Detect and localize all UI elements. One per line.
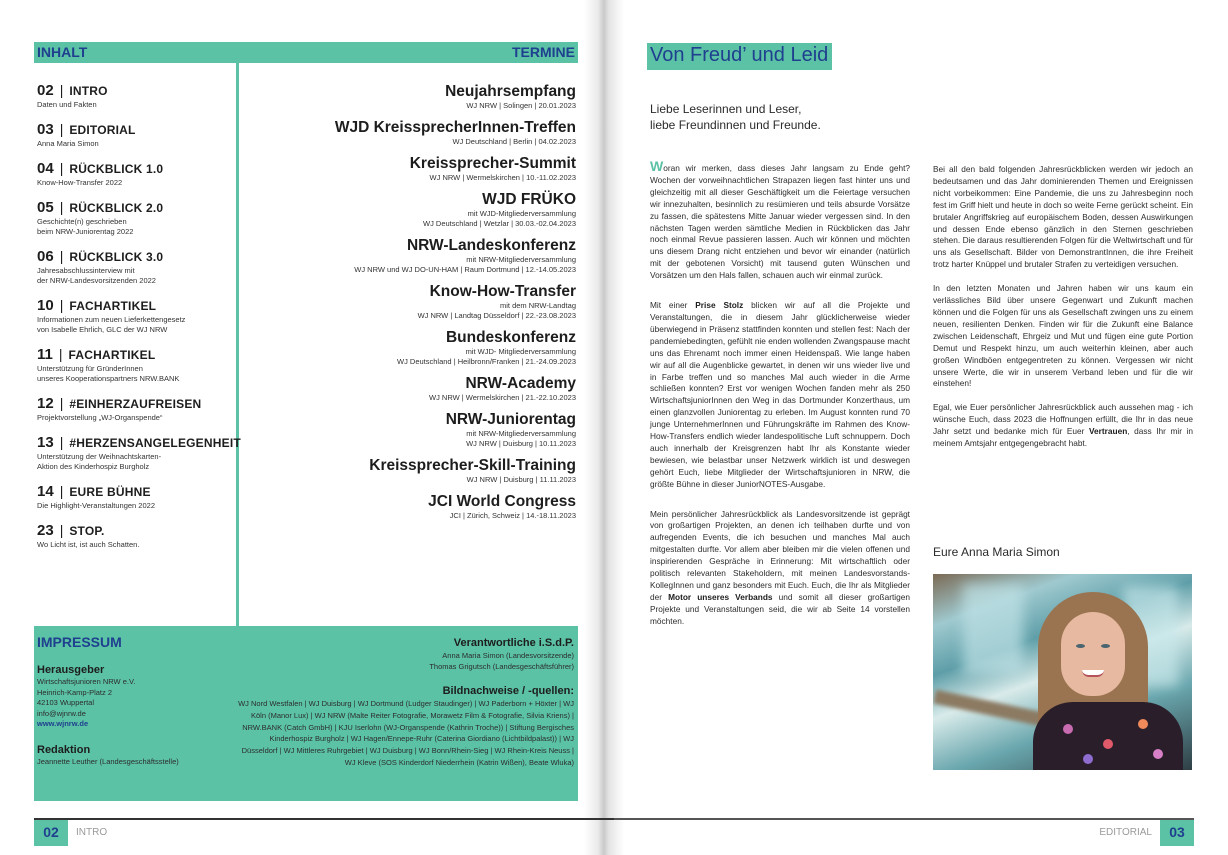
event-item (244, 118, 576, 147)
toc-subtitle: Daten und Fakten (37, 100, 97, 109)
toc-subtitle: Unterstützung der Weihnachtskarten- Aktion des Kinderhospiz Burgholz (37, 452, 162, 471)
paragraph: In den letzten Monaten und Jahren haben wir uns kaum ein verlässliches Bild über unsere Gegenwart und Zukunft machen können und die Folgen für uns als Gesellschaft zwingen uns zu einem neuen, resilienten Denken. Finden wir für die Zukunft eine Balance zwischen Leidenschaft, Ehrgeiz und Mut und fügen eine gute Portion Demut und Respekt hinzu, um auch weiterhin kleinen, aber auch großen Windböen entgegentreten zu können. Vergessen wir nicht unsere Werte, die wir in unserem Verband leben und für die wir einstehen! (933, 283, 1193, 389)
toc-item[interactable] (37, 82, 233, 110)
event-title: Kreissprecher-Summit (409, 155, 576, 172)
toc-subtitle: Geschichte(n) geschrieben beim NRW-Juniorentag 2022 (37, 217, 134, 236)
section-label-right: EDITORIAL (1099, 827, 1152, 838)
page-number-right: 03 (1160, 820, 1194, 846)
toc-title (37, 346, 233, 364)
paragraph (933, 402, 1193, 450)
toc-page-number: 11 (37, 346, 53, 363)
event-details: WJ Deutschland | Wetzlar | 30.03.-02.04.2023 (422, 219, 576, 228)
toc-page-number: 06 (37, 248, 54, 265)
website-link[interactable]: www.wjnrw.de (37, 719, 89, 728)
paragraph-text: und somit all dieser großartigen Projekte und Veranstaltungen seid, die wir ab Seite 14 vorstellen möchten. (650, 591, 910, 626)
toc-separator: | (59, 82, 64, 98)
responsible-line: Anna Maria Simon (Landesvorsitzende) (442, 651, 574, 660)
toc-separator: | (59, 434, 64, 450)
paragraph-text: oran wir merken, dass dieses Jahr langsam zu Ende geht? Wochen der vorweihnachtlichen Strapazen liegen fast hinter uns und gleichzeitig mit all dieser Geschäftigkeit um die Feiertage versuchen wir innezuhalten, besinnlich zu resümieren und teils absurde Vorsätze zu fassen, die spätestens Mitte Januar wieder vergessen sind. In den nächsten Tagen werden sämtliche Medien in Rückblicken das Jahr noch einmal Revue passieren lassen. Auch wir können und möchten uns diesem Drang nicht entziehen und bevor wir einander (natürlich mit der gebotenen Vorsicht) mit tausend guten Wünschen und Vorsätzen um den Hals fallen, schauen auch wir einmal zurück. (650, 163, 910, 281)
toc-title (37, 297, 233, 315)
event-details: JCI | Zürich, Schweiz | 14.-18.11.2023 (449, 511, 576, 520)
event-title: Neujahrsempfang (445, 83, 576, 100)
drop-cap: W (650, 158, 664, 174)
toc-label: FACHARTIKEL (68, 348, 156, 362)
toc-page-number: 04 (37, 160, 54, 177)
toc-subtitle: Informationen zum neuen Lieferkettengesetz von Isabelle Ehrlich, GLC der WJ NRW (37, 315, 186, 334)
paragraph (650, 509, 910, 628)
event-title: WJD KreissprecherInnen-Treffen (334, 119, 576, 136)
toc-separator: | (59, 199, 64, 215)
event-note: mit NRW-Mitgliederversammlung (466, 429, 576, 438)
toc-subtitle: Anna Maria Simon (37, 139, 99, 148)
event-item (244, 190, 576, 229)
event-item (244, 154, 576, 183)
toc-item[interactable] (37, 522, 233, 550)
toc-title (37, 160, 233, 178)
event-title: JCI World Congress (428, 493, 576, 510)
editorial-heading: Redaktion (37, 743, 91, 756)
toc-separator: | (59, 248, 64, 264)
toc-title (37, 483, 233, 501)
event-note: mit dem NRW-Landtag (499, 301, 576, 310)
toc-page-number: 10 (37, 297, 54, 314)
toc-subtitle: Die Highlight-Veranstaltungen 2022 (37, 501, 155, 510)
toc-title (37, 248, 233, 266)
impressum-title: IMPRESSUM (37, 634, 122, 650)
event-note: mit WJD- Mitgliederversammlung (465, 347, 576, 356)
paragraph-text: Mit einer (650, 300, 696, 311)
toc-item[interactable] (37, 395, 233, 423)
credits-text: WJ Nord Westfalen | WJ Duisburg | WJ Dortmund (Ludger Staudinger) | WJ Paderborn + Höxter | WJ Köln (Manor Lux) | WJ NRW (Malte Reiter Fotografie, Morawetz Film & Fotografie, Silvia Kriens) | NRW.BANK (Catch GmbH) | KJU Iserlohn (WJ-Organspende (Kathrin Troche)) | Stiftung Bergisches Kinderhospiz Burgholz | WJ Hagen/Ennepe-Ruhr (Caterina Giordiano (Lichtbildpalast)) | WJ Düsseldorf | WJ Mittleres Ruhrgebiet | WJ Duisburg | WJ Bonn/Rhein-Sieg | WJ Rhein-Kreis Neuss | WJ Kleve (SOS Kinderdorf Niederrhein (Katrin Wißen), Beate Wluka) (238, 699, 574, 767)
event-title: NRW-Juniorentag (445, 411, 576, 428)
editorial-line: Jeannette Leuther (Landesgeschäftsstelle) (37, 756, 179, 766)
toc-page-number: 13 (37, 434, 54, 451)
event-item (244, 282, 576, 321)
event-details: WJ NRW | Solingen | 20.01.2023 (466, 101, 576, 110)
contents-heading: INHALT (37, 44, 88, 60)
toc-item[interactable] (37, 248, 233, 286)
event-note: mit NRW-Mitgliederversammlung (466, 255, 576, 264)
event-item (244, 236, 576, 275)
page-number-left: 02 (34, 820, 68, 846)
toc-label: RÜCKBLICK 3.0 (69, 250, 164, 264)
paragraph: Bei all den bald folgenden Jahresrückblicken werden wir jedoch an bedeutsamen und das Jahr dominierenden Themen und Ereignissen nicht vorbeikommen: Eine Pandemie, die uns zu Jahresbeginn noch fest im Griff hielt und heute in doch so weite Ferne gerückt scheint. Ein brutaler Angriffskrieg auf europäischem Boden, dessen Auswirkungen und dessen Ende ebenso gänzlich in den Sternen geschrieben stehen. Die daraus resultierenden Folgen für die Weltwirtschaft und für uns als Gesellschaft. Bilder von DemonstrantInnen, die ihre Freiheit trotz harter Knüppel und brutaler Strafen zu verteidigen versuchen. (933, 164, 1193, 270)
emphasis: Prise Stolz (695, 300, 744, 311)
event-item (244, 328, 576, 367)
event-item (244, 82, 576, 111)
event-details: WJ Deutschland | Berlin | 04.02.2023 (452, 137, 576, 146)
paragraph-text: , dass Ihr mir in meinem Amtsjahr entgegengebracht habt. (933, 426, 1193, 449)
event-title: Know-How-Transfer (429, 283, 576, 300)
article-column-1 (650, 158, 911, 640)
event-item (244, 410, 576, 449)
footer-rule-right (614, 818, 1194, 820)
toc-title (37, 121, 233, 139)
toc-separator: | (59, 297, 64, 313)
event-item (244, 374, 576, 403)
event-title: Bundeskonferenz (445, 329, 576, 346)
section-label-left: INTRO (76, 827, 108, 838)
contents-header-bar (34, 42, 578, 63)
toc-page-number: 23 (37, 522, 54, 539)
toc-subtitle: Wo Licht ist, ist auch Schatten. (37, 540, 140, 549)
event-details: WJ NRW | Duisburg | 11.11.2023 (466, 475, 576, 484)
event-details: WJ NRW | Wermelskirchen | 10.-11.02.2023 (429, 173, 576, 182)
toc-item[interactable] (37, 483, 233, 511)
toc-page-number: 02 (37, 82, 54, 99)
event-item (244, 456, 576, 485)
event-details: WJ NRW | Wermelskirchen | 21.-22.10.2023 (428, 393, 576, 402)
dates-heading: TERMINE (512, 44, 575, 60)
toc-page-number: 03 (37, 121, 54, 138)
toc-subtitle: Jahresabschlussinterview mit der NRW-Landesvorsitzenden 2022 (37, 266, 156, 285)
article-column-2 (933, 164, 1193, 462)
toc-title (37, 395, 233, 413)
publisher-line: Heinrich-Kamp-Platz 2 (37, 687, 113, 697)
toc-page-number: 14 (37, 483, 54, 500)
toc-separator: | (59, 121, 64, 137)
impressum-box (34, 626, 578, 801)
toc-item[interactable] (37, 297, 233, 335)
event-title: Kreissprecher-Skill-Training (369, 457, 576, 474)
toc-separator: | (59, 160, 64, 176)
toc-title (37, 199, 233, 217)
event-details: WJ Deutschland | Heilbronn/Franken | 21.-24.09.2023 (397, 357, 576, 366)
toc-title (37, 522, 233, 540)
toc-separator: | (59, 522, 64, 538)
toc-label: #EINHERZAUFREISEN (69, 397, 202, 411)
event-details: WJ NRW und WJ DO-UN-HAM | Raum Dortmund | 12.-14.05.2023 (354, 265, 576, 274)
toc-subtitle: Unterstützung für GründerInnen unseres Kooperationspartners NRW.BANK (37, 364, 180, 383)
toc-title (37, 82, 233, 100)
toc-separator: | (59, 395, 64, 411)
paragraph-text: Egal, wie Euer persönlicher Jahresrückblick auch aussehen mag - ich wünsche Euch, dass 2023 die Hoffnungen erfüllt, die Ihr in das neue Jahr setzt und bedanke mich für Euer (933, 402, 1193, 437)
toc-subtitle: Projektvorstellung „WJ-Organspende“ (37, 413, 163, 422)
event-title: NRW-Academy (465, 375, 576, 392)
article-title-box (647, 43, 832, 70)
toc-item[interactable] (37, 121, 233, 149)
publisher-heading: Herausgeber (37, 664, 105, 676)
emphasis: Vertrauen (1088, 426, 1128, 437)
toc-label: EDITORIAL (69, 123, 136, 137)
event-title: WJD FRÜKO (482, 191, 576, 208)
toc-page-number: 12 (37, 395, 54, 412)
toc-item[interactable] (37, 160, 233, 188)
publisher-line: 42103 Wuppertal (37, 698, 94, 707)
table-of-contents (37, 82, 241, 561)
toc-label: EURE BÜHNE (69, 485, 151, 499)
publisher-email[interactable]: info@wjnrw.de (37, 708, 86, 718)
events-list (244, 82, 576, 528)
page-gutter (584, 0, 624, 855)
toc-label: STOP. (69, 524, 105, 538)
event-title: NRW-Landeskonferenz (406, 237, 576, 254)
paragraph (650, 158, 910, 282)
portrait-photo (933, 574, 1192, 770)
toc-label: FACHARTIKEL (69, 299, 157, 313)
emphasis: Motor unseres Verbands (668, 591, 773, 602)
toc-label: #HERZENSANGELEGENHEIT (69, 436, 241, 450)
toc-label: RÜCKBLICK 2.0 (69, 201, 164, 215)
toc-page-number: 05 (37, 199, 54, 216)
toc-label: RÜCKBLICK 1.0 (69, 162, 164, 176)
paragraph-text: blicken wir auf all die Projekte und Veranstaltungen, die in diesem Jahr glücklicherweise wieder überwiegend in Präsenz stattfinden konnten und stellen fest: Nach der pandemiebedingten, gefühlt nie enden wollenden Zwangspause macht uns das Ehrenamt noch immer einen Heidenspaß. Wie lange haben wir auf all die Augenblicke gewartet, in denen wir uns wieder live und in Farbe treffen und so manches Mal auch wieder in die Arme schließen konnten? Erst vor wenigen Wochen fanden mehr als 250 WirtschaftsjuniorInnen den Weg in das Dortmunder Konzerthaus, um einen glanzvollen Juniorentag zu erleben. Im August konnten rund 70 junge UnternehmerInnen und Führungskräfte im Rahmen des Know-How-Transfers endlich wieder landespolitische Luft schnuppern. Doch auch innerhalb der Kreisgrenzen habt Ihr als Konstante wieder bewiesen, wie belastbar unser Netzwerk wirklich ist und deswegen gehört Euch, liebe Mitglieder der Wirtschaftsjunioren in NRW, die größte Bühne in dieser JuniorNOTES-Ausgabe. (650, 300, 911, 489)
toc-separator: | (59, 483, 64, 499)
column-divider (236, 63, 239, 626)
event-item (244, 492, 576, 521)
toc-title (37, 434, 241, 452)
greeting: Liebe Leserinnen und Leser, liebe Freundinnen und Freunde. (650, 102, 821, 132)
paragraph (650, 300, 910, 491)
event-note: mit WJD-Mitgliederversammlung (467, 209, 576, 218)
toc-item[interactable] (37, 199, 233, 237)
footer-rule-left (34, 818, 614, 820)
signoff: Eure Anna Maria Simon (933, 545, 1060, 559)
publisher-line: Wirtschaftsjunioren NRW e.V. (37, 677, 136, 686)
responsible-line: Thomas Grigutsch (Landesgeschäftsführer) (429, 662, 574, 671)
responsible-heading: Verantwortliche i.S.d.P. (453, 637, 574, 649)
toc-item[interactable] (37, 346, 233, 384)
toc-item[interactable] (37, 434, 241, 472)
event-details: WJ NRW | Duisburg | 10.11.2023 (466, 439, 576, 448)
event-details: WJ NRW | Landtag Düsseldorf | 22.-23.08.2023 (417, 311, 576, 320)
toc-label: INTRO (69, 84, 108, 98)
credits-heading: Bildnachweise / -quellen: (442, 685, 574, 697)
toc-separator: | (58, 346, 63, 362)
article-title: Von Freud’ und Leid (650, 44, 829, 66)
paragraph-text: Mein persönlicher Jahresrückblick als Landesvorsitzende ist geprägt von großartigen Projekten, an denen ich teilhaben durfte und von aufregenden Events, die ich besuchen und manches Mal auch mitgestalten durfte. Vor allem aber bleiben mir die vielen offenen und inspirierenden Gespräche in Erinnerung: Mit wirtschaftlich oder politisch relevanten Stakeholdern, mit meinen Landesvorstands-KollegInnen und ganz besonders mit Euch. Euch, die Ihr als Mitglieder der (650, 508, 910, 602)
toc-subtitle: Know-How-Transfer 2022 (37, 178, 123, 187)
